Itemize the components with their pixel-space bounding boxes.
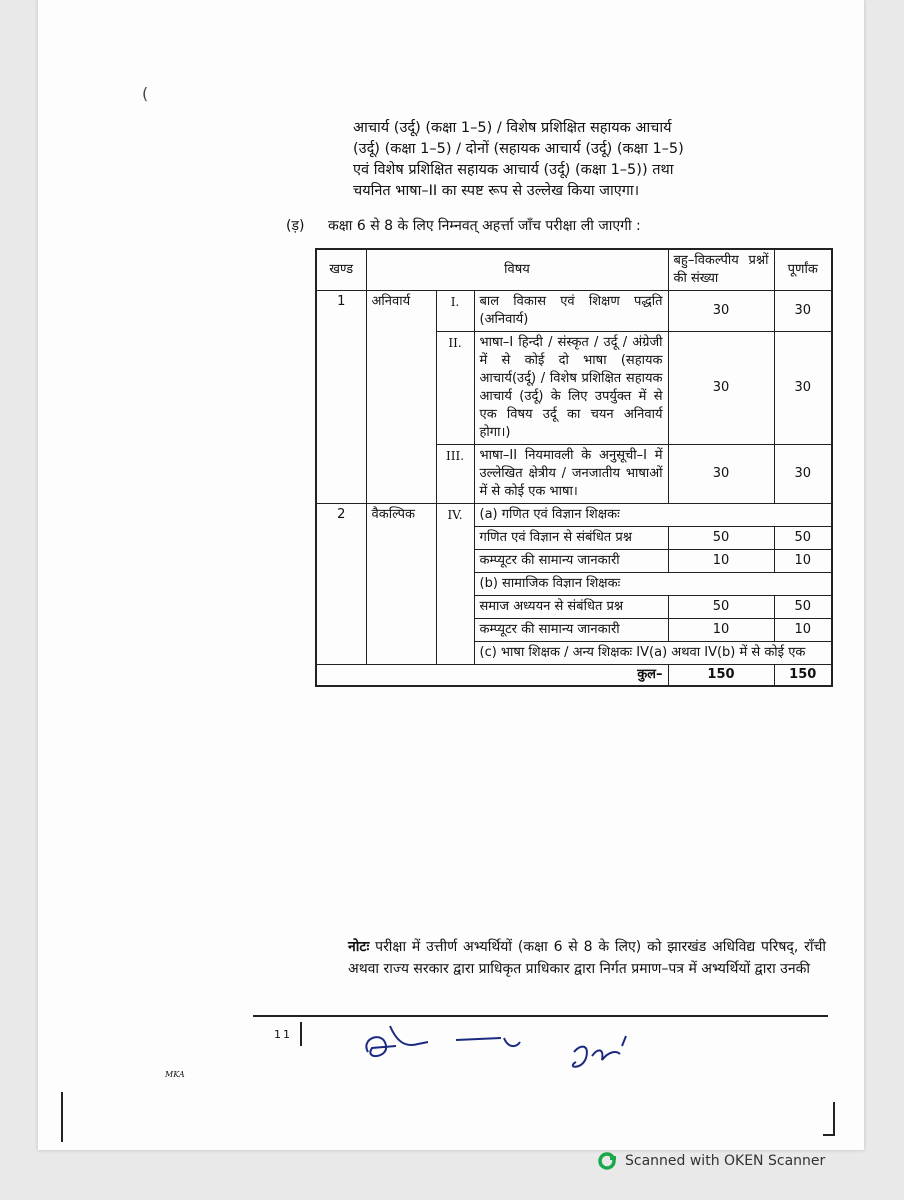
subject-cell: भाषा–I हिन्दी / संस्कृत / उर्दू / अंग्रेजी में से कोई दो भाषा (सहायक आचार्य(उर्दू) / विशेष प्रशिक्षित सहायक आचार्य (उर्दू) के लिए उपर्युक्त में से एक विषय उर्दू का चयन अनिवार्य होगा।) (474, 332, 668, 445)
total-row (316, 665, 832, 687)
crop-mark-right-foot (823, 1134, 835, 1136)
crop-mark-left (61, 1092, 63, 1142)
note-paragraph (348, 936, 826, 980)
header-full-marks: पूर्णांक (774, 249, 832, 291)
table-row (316, 504, 832, 527)
roman-numeral: IV. (436, 504, 474, 665)
section-number: 1 (316, 291, 366, 504)
total-questions: 150 (668, 665, 774, 687)
group-a-heading: (a) गणित एवं विज्ञान शिक्षकः (474, 504, 832, 527)
section-type: अनिवार्य (366, 291, 436, 504)
initials: MKA (165, 1070, 185, 1079)
group-c-heading: (c) भाषा शिक्षक / अन्य शिक्षकः IV(a) अथवा IV(b) में से कोई एक (474, 642, 832, 665)
subject-cell: बाल विकास एवं शिक्षण पद्धति (अनिवार्य) (474, 291, 668, 332)
stray-mark: ( (142, 84, 149, 103)
subject-cell: गणित एवं विज्ञान से संबंधित प्रश्न (474, 527, 668, 550)
scanned-page (38, 0, 864, 1150)
question-count: 30 (668, 332, 774, 445)
note-text: परीक्षा में उत्तीर्ण अभ्यर्थियों (कक्षा 6 से 8 के लिए) को झारखंड अधिविद्य परिषद्, राँची अथवा राज्य सरकार द्वारा प्राधिकृत प्राधिकार द्वारा निर्गत प्रमाण–पत्र में अभ्यर्थियों द्वारा उनकी (348, 939, 826, 977)
watermark-text: Scanned with OKEN Scanner (625, 1153, 826, 1169)
section-type: वैकल्पिक (366, 504, 436, 665)
header-subject: विषय (366, 249, 668, 291)
question-count: 50 (668, 527, 774, 550)
roman-numeral: III. (436, 445, 474, 504)
header-mcq-count: बहु–विकल्पीय प्रश्नों की संख्या (668, 249, 774, 291)
subject-cell: कम्प्यूटर की सामान्य जानकारी (474, 550, 668, 573)
section-number: 2 (316, 504, 366, 665)
item-e (286, 216, 806, 237)
question-count: 30 (668, 291, 774, 332)
table-row (316, 291, 832, 332)
scanner-watermark (598, 1150, 825, 1172)
intro-line: आचार्य (उर्दू) (कक्षा 1–5) / विशेष प्रशिक्षित सहायक आचार्य (353, 120, 672, 136)
exam-structure-table (315, 248, 833, 687)
intro-paragraph (353, 118, 823, 202)
horizontal-rule (253, 1015, 828, 1017)
question-count: 30 (668, 445, 774, 504)
oken-logo-icon (598, 1152, 618, 1170)
page-number: 11 (274, 1028, 292, 1041)
full-marks: 50 (774, 596, 832, 619)
total-marks: 150 (774, 665, 832, 687)
intro-line: एवं विशेष प्रशिक्षित सहायक आचार्य (उर्दू) (कक्षा 1–5)) तथा (353, 162, 674, 178)
crop-mark-right (833, 1102, 835, 1136)
signature-image (356, 1018, 656, 1078)
group-b-heading: (b) सामाजिक विज्ञान शिक्षकः (474, 573, 832, 596)
full-marks: 30 (774, 291, 832, 332)
table-header-row (316, 249, 832, 291)
subject-cell: कम्प्यूटर की सामान्य जानकारी (474, 619, 668, 642)
full-marks: 10 (774, 550, 832, 573)
full-marks: 10 (774, 619, 832, 642)
item-e-text: कक्षा 6 से 8 के लिए निम्नवत् अहर्त्ता जाँच परीक्षा ली जाएगी : (328, 218, 641, 234)
question-count: 50 (668, 596, 774, 619)
subject-cell: समाज अध्ययन से संबंधित प्रश्न (474, 596, 668, 619)
item-e-marker: (ड़) (286, 218, 305, 234)
intro-line: (उर्दू) (कक्षा 1–5) / दोनों (सहायक आचार्य (उर्दू) (कक्षा 1–5) (353, 141, 684, 157)
full-marks: 30 (774, 445, 832, 504)
full-marks: 30 (774, 332, 832, 445)
page-number-bracket (300, 1022, 302, 1046)
roman-numeral: I. (436, 291, 474, 332)
question-count: 10 (668, 550, 774, 573)
subject-cell: भाषा–II नियमावली के अनुसूची–I में उल्लेखित क्षेत्रीय / जनजातीय भाषाओं में से कोई एक भाषा। (474, 445, 668, 504)
question-count: 10 (668, 619, 774, 642)
total-label: कुल– (316, 665, 668, 687)
intro-line: चयनित भाषा–II का स्पष्ट रूप से उल्लेख किया जाएगा। (353, 183, 640, 199)
roman-numeral: II. (436, 332, 474, 445)
header-section: खण्ड (316, 249, 366, 291)
full-marks: 50 (774, 527, 832, 550)
note-label: नोटः (348, 939, 370, 955)
